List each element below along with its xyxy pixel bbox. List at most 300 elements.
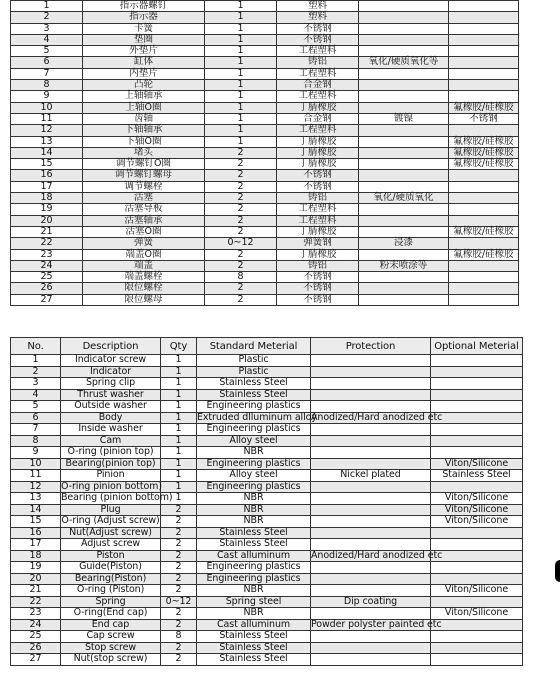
cell-protection <box>359 80 449 91</box>
table-row <box>11 136 519 147</box>
cell-protection <box>359 170 449 181</box>
cell-protection <box>311 481 431 493</box>
cell-standard-material: 丁腈橡胶 <box>277 159 359 170</box>
table-row <box>11 249 519 260</box>
english-table-header-row <box>11 338 523 355</box>
cell-optional-material <box>449 204 519 215</box>
table-row <box>11 596 523 608</box>
cell-protection <box>311 504 431 516</box>
cell-standard-material: 合金钢 <box>277 113 359 124</box>
cell-no: 9 <box>11 91 83 102</box>
cell-optional-material <box>431 435 523 447</box>
cell-protection: Powder polyster painted etc <box>311 618 442 630</box>
table-row <box>11 527 523 539</box>
cell-qty: 1 <box>161 481 197 493</box>
cell-qty: 0~12 <box>161 596 197 608</box>
cell-no: 16 <box>11 170 83 181</box>
cell-standard-material: Engineering plastics <box>197 424 311 436</box>
table-row <box>11 113 519 124</box>
cell-description: O-ring (pinion top) <box>61 447 161 459</box>
cell-qty: 2 <box>205 249 277 260</box>
table-row <box>11 147 519 158</box>
table-row <box>11 102 519 113</box>
cell-standard-material: 塑料 <box>277 12 359 23</box>
cell-optional-material <box>431 619 523 631</box>
table-row <box>11 80 519 91</box>
table-row <box>11 378 523 390</box>
cell-no: 17 <box>11 181 83 192</box>
cell-no: 13 <box>11 136 83 147</box>
cell-protection <box>359 68 449 79</box>
cell-standard-material: 不锈钢 <box>277 294 359 305</box>
cell-standard-material: 不锈钢 <box>277 170 359 181</box>
table-row <box>11 283 519 294</box>
table-row <box>11 516 523 528</box>
cell-standard-material: 丁腈橡胶 <box>277 102 359 113</box>
cell-qty: 1 <box>205 125 277 136</box>
table-row <box>11 389 523 401</box>
cell-description: Bearing(pinion top) <box>61 458 161 470</box>
cell-description: Thrust washer <box>61 389 161 401</box>
cell-standard-material: Engineering plastics <box>197 481 311 493</box>
cell-protection <box>359 147 449 158</box>
table-row <box>11 1 519 12</box>
cell-protection <box>359 1 449 12</box>
cell-protection: Anodized/Hard anodized etc <box>311 411 443 423</box>
table-row <box>11 435 523 447</box>
cell-optional-material <box>431 596 523 608</box>
cell-standard-material: 工程塑料 <box>277 91 359 102</box>
cell-protection <box>311 458 431 470</box>
cell-optional-material <box>449 46 519 57</box>
cell-no: 26 <box>11 283 83 294</box>
cell-qty: 2 <box>161 504 197 516</box>
cell-qty: 1 <box>161 493 197 505</box>
cell-protection <box>359 283 449 294</box>
cell-qty: 1 <box>161 401 197 413</box>
cell-qty: 2 <box>205 170 277 181</box>
cell-standard-material: 合金钢 <box>277 80 359 91</box>
cell-standard-material: 工程塑料 <box>277 125 359 136</box>
cell-qty: 2 <box>205 226 277 237</box>
cell-optional-material <box>449 80 519 91</box>
cell-description: 调节螺钉O圈 <box>83 159 205 170</box>
cell-no: 10 <box>11 458 61 470</box>
cell-no: 1 <box>11 1 83 12</box>
table-row <box>11 125 519 136</box>
cell-qty: 0~12 <box>205 238 277 249</box>
cell-description: 下轴轴承 <box>83 125 205 136</box>
cell-optional-material <box>431 527 523 539</box>
table-row <box>11 654 523 666</box>
cell-optional-material <box>431 412 523 424</box>
cell-optional-material: Viton/Silicone <box>431 585 523 597</box>
cell-description: Inside washer <box>61 424 161 436</box>
cell-qty: 1 <box>161 389 197 401</box>
cell-protection <box>311 562 431 574</box>
cell-optional-material <box>449 215 519 226</box>
cell-qty: 2 <box>205 283 277 294</box>
cell-no: 8 <box>11 435 61 447</box>
cell-description: 内垫片 <box>83 68 205 79</box>
cell-no: 1 <box>11 355 61 367</box>
cell-optional-material <box>449 294 519 305</box>
cell-standard-material: 不锈钢 <box>277 272 359 283</box>
cell-protection <box>311 447 431 459</box>
cell-description: 限位螺母 <box>83 294 205 305</box>
cell-no: 11 <box>11 470 61 482</box>
cell-no: 19 <box>11 562 61 574</box>
table-row <box>11 366 523 378</box>
cell-standard-material: Stainless Steel <box>197 527 311 539</box>
cell-qty: 1 <box>161 447 197 459</box>
english-parts-table <box>10 337 523 666</box>
table-row <box>11 619 523 631</box>
cell-description: Cam <box>61 435 161 447</box>
cell-qty: 2 <box>205 193 277 204</box>
cell-standard-material: 工程塑料 <box>277 215 359 226</box>
table-row <box>11 34 519 45</box>
cell-standard-material: 铸铝 <box>277 193 359 204</box>
cell-qty: 2 <box>161 619 197 631</box>
english-parts-table-body <box>11 355 523 666</box>
cell-no: 6 <box>11 412 61 424</box>
cell-standard-material: 铸铝 <box>277 57 359 68</box>
cell-no: 24 <box>11 260 83 271</box>
cell-description: Stop screw <box>61 642 161 654</box>
cell-description: 限位螺栓 <box>83 283 205 294</box>
table-row <box>11 642 523 654</box>
cell-qty: 2 <box>205 294 277 305</box>
header-optional-material: Optional Meterial <box>431 338 523 355</box>
cell-standard-material: 不锈钢 <box>277 23 359 34</box>
cell-optional-material <box>449 23 519 34</box>
cell-no: 15 <box>11 159 83 170</box>
cell-protection: 粉末喷涂等 <box>359 260 449 271</box>
cell-no: 27 <box>11 294 83 305</box>
cell-optional-material <box>431 401 523 413</box>
table-row <box>11 608 523 620</box>
cell-standard-material: NBR <box>197 493 311 505</box>
cell-optional-material <box>449 68 519 79</box>
cell-qty: 2 <box>205 147 277 158</box>
cell-standard-material: NBR <box>197 516 311 528</box>
cell-standard-material: Stainless Steel <box>197 389 311 401</box>
cell-no: 22 <box>11 596 61 608</box>
table-row <box>11 215 519 226</box>
cell-protection <box>359 159 449 170</box>
table-row <box>11 294 519 305</box>
cell-description: 端盖 <box>83 260 205 271</box>
cell-description: Spring clip <box>61 378 161 390</box>
cell-no: 12 <box>11 481 61 493</box>
cell-no: 18 <box>11 193 83 204</box>
cell-no: 16 <box>11 527 61 539</box>
cell-description: O-ring pinion bottom) <box>61 480 162 492</box>
table-row <box>11 562 523 574</box>
cell-protection <box>359 91 449 102</box>
cell-optional-material <box>431 447 523 459</box>
cell-qty: 1 <box>205 57 277 68</box>
cell-standard-material: NBR <box>197 608 311 620</box>
cell-qty: 2 <box>161 642 197 654</box>
cell-description: 垫圈 <box>83 34 205 45</box>
cell-standard-material: NBR <box>197 447 311 459</box>
cell-no: 23 <box>11 249 83 260</box>
cell-optional-material: Viton/Silicone <box>431 458 523 470</box>
cell-description: Nut(Adjust screw) <box>61 527 161 539</box>
table-row <box>11 481 523 493</box>
cell-protection <box>359 215 449 226</box>
cell-qty: 1 <box>161 458 197 470</box>
table-row <box>11 447 523 459</box>
cell-no: 4 <box>11 389 61 401</box>
cell-optional-material <box>431 654 523 666</box>
cell-qty: 2 <box>161 550 197 562</box>
table-row <box>11 46 519 57</box>
cell-standard-material: NBR <box>197 585 311 597</box>
cell-no: 26 <box>11 642 61 654</box>
cell-no: 11 <box>11 113 83 124</box>
table-row <box>11 458 523 470</box>
cell-optional-material: Viton/Silicone <box>431 516 523 528</box>
table-row <box>11 170 519 181</box>
cell-standard-material: 工程塑料 <box>277 204 359 215</box>
cell-standard-material: 弹簧钢 <box>277 238 359 249</box>
cell-description: 下轴O圈 <box>83 136 205 147</box>
cell-qty: 1 <box>161 412 197 424</box>
cell-no: 21 <box>11 585 61 597</box>
cell-no: 3 <box>11 23 83 34</box>
table-row <box>11 424 523 436</box>
header-description: Description <box>61 338 161 355</box>
cell-optional-material <box>431 481 523 493</box>
cell-qty: 2 <box>161 608 197 620</box>
cell-standard-material: 丁腈橡胶 <box>277 136 359 147</box>
cell-standard-material: Engineering plastics <box>197 562 311 574</box>
table-row <box>11 12 519 23</box>
cell-protection <box>311 424 431 436</box>
cell-qty: 2 <box>161 539 197 551</box>
cell-protection <box>311 654 431 666</box>
cell-optional-material <box>449 91 519 102</box>
cell-standard-material: 丁腈橡胶 <box>277 226 359 237</box>
cell-description: 上轴O圈 <box>83 102 205 113</box>
cell-qty: 1 <box>205 46 277 57</box>
table-row <box>11 573 523 585</box>
cell-description: Nut(stop screw) <box>61 654 161 666</box>
cell-protection <box>311 435 431 447</box>
cell-qty: 1 <box>205 12 277 23</box>
cell-optional-material: Viton/Silicone <box>431 608 523 620</box>
cell-optional-material <box>449 170 519 181</box>
cell-protection <box>359 204 449 215</box>
cell-optional-material <box>431 642 523 654</box>
cell-description: O-ring (Piston) <box>61 585 161 597</box>
cell-description: O-ring(End cap) <box>61 608 161 620</box>
cell-no: 13 <box>11 493 61 505</box>
cell-optional-material <box>449 12 519 23</box>
cell-qty: 1 <box>205 91 277 102</box>
cell-optional-material: Viton/Silicone <box>431 504 523 516</box>
cell-qty: 8 <box>161 631 197 643</box>
cell-optional-material <box>449 57 519 68</box>
cell-standard-material: 不锈钢 <box>277 181 359 192</box>
cell-qty: 2 <box>161 585 197 597</box>
cell-standard-material: 不锈钢 <box>277 34 359 45</box>
cell-standard-material: 丁腈橡胶 <box>277 249 359 260</box>
cell-optional-material <box>431 539 523 551</box>
cell-no: 5 <box>11 401 61 413</box>
cell-description: Bearing (pinion bottom) <box>61 492 173 503</box>
cell-protection: 氧化/硬质氧化等 <box>359 57 449 68</box>
cell-optional-material <box>449 283 519 294</box>
cell-protection: Dip coating <box>311 596 431 608</box>
cell-standard-material: 铸铝 <box>277 260 359 271</box>
cell-qty: 1 <box>205 34 277 45</box>
cell-qty: 1 <box>205 68 277 79</box>
cell-description: Indicator screw <box>61 355 161 367</box>
cell-no: 7 <box>11 68 83 79</box>
table-row <box>11 68 519 79</box>
cell-description: 上轴轴承 <box>83 91 205 102</box>
cell-standard-material: Cast alluminum <box>197 619 311 631</box>
cell-protection: Anodized/Hard anodized etc <box>311 549 443 561</box>
cell-no: 2 <box>11 366 61 378</box>
table-row <box>11 631 523 643</box>
cell-optional-material: 氟橡胶/硅橡胶 <box>449 159 519 170</box>
table-row <box>11 226 519 237</box>
cell-standard-material: Engineering plastics <box>197 401 311 413</box>
cell-protection <box>311 366 431 378</box>
cell-protection: 镀镍 <box>359 113 449 124</box>
cell-no: 27 <box>11 654 61 666</box>
cell-protection <box>359 34 449 45</box>
cell-description: 堵头 <box>83 147 205 158</box>
cell-qty: 1 <box>161 470 197 482</box>
cell-qty: 1 <box>161 424 197 436</box>
cell-no: 4 <box>11 34 83 45</box>
cell-qty: 2 <box>161 516 197 528</box>
cell-optional-material <box>449 272 519 283</box>
cell-optional-material <box>449 193 519 204</box>
cell-description: End cap <box>61 619 161 631</box>
cell-description: Piston <box>61 550 161 562</box>
cell-standard-material: Cast alluminum <box>197 550 311 562</box>
cell-no: 24 <box>11 619 61 631</box>
cell-protection <box>311 642 431 654</box>
chinese-parts-table <box>10 0 519 306</box>
cell-standard-material: Stainless Steel <box>197 378 311 390</box>
table-row <box>11 355 523 367</box>
cell-optional-material: Stainless Steel <box>431 470 523 482</box>
cell-no: 23 <box>11 608 61 620</box>
cell-qty: 1 <box>205 80 277 91</box>
cell-protection <box>359 294 449 305</box>
cell-optional-material <box>449 34 519 45</box>
cell-no: 9 <box>11 447 61 459</box>
cell-optional-material <box>431 378 523 390</box>
cell-standard-material: Engineering plastics <box>197 458 311 470</box>
cell-qty: 1 <box>205 102 277 113</box>
page-edge-tab <box>555 560 560 582</box>
cell-description: 活塞 <box>83 193 205 204</box>
cell-no: 21 <box>11 226 83 237</box>
cell-standard-material: 不锈钢 <box>277 283 359 294</box>
cell-optional-material <box>431 366 523 378</box>
cell-standard-material: 工程塑料 <box>277 68 359 79</box>
cell-description: 齿轴 <box>83 113 205 124</box>
table-row <box>11 539 523 551</box>
cell-optional-material: 氟橡胶/硅橡胶 <box>449 147 519 158</box>
cell-standard-material: Stainless Steel <box>197 654 311 666</box>
cell-standard-material: Stainless Steel <box>197 642 311 654</box>
cell-optional-material <box>431 424 523 436</box>
cell-description: 调节螺钉螺母 <box>83 170 205 181</box>
table-row <box>11 204 519 215</box>
table-row <box>11 401 523 413</box>
table-row <box>11 91 519 102</box>
cell-optional-material: 不锈钢 <box>449 113 519 124</box>
cell-description: 指示器螺钉 <box>83 1 205 12</box>
table-row <box>11 272 519 283</box>
cell-description: 指示器 <box>83 12 205 23</box>
cell-no: 8 <box>11 80 83 91</box>
cell-optional-material: 氟橡胶/硅橡胶 <box>449 136 519 147</box>
cell-qty: 1 <box>205 113 277 124</box>
cell-optional-material <box>449 238 519 249</box>
cell-protection <box>311 355 431 367</box>
cell-optional-material: Viton/Silicone <box>431 493 523 505</box>
cell-qty: 1 <box>205 23 277 34</box>
cell-no: 18 <box>11 550 61 562</box>
table-row <box>11 504 523 516</box>
cell-protection <box>359 125 449 136</box>
cell-qty: 1 <box>161 355 197 367</box>
table-row <box>11 57 519 68</box>
cell-protection <box>311 401 431 413</box>
cell-description: 凸轮 <box>83 80 205 91</box>
table-row <box>11 159 519 170</box>
cell-protection <box>359 181 449 192</box>
cell-no: 25 <box>11 272 83 283</box>
header-qty: Qty <box>161 338 197 355</box>
cell-qty: 2 <box>205 181 277 192</box>
cell-protection <box>311 516 431 528</box>
cell-no: 22 <box>11 238 83 249</box>
cell-protection <box>311 389 431 401</box>
cell-qty: 2 <box>205 159 277 170</box>
cell-qty: 1 <box>161 366 197 378</box>
cell-optional-material <box>449 260 519 271</box>
cell-no: 14 <box>11 147 83 158</box>
table-row <box>11 585 523 597</box>
cell-protection <box>311 539 431 551</box>
cell-standard-material: Extruded dlluminum alloy <box>197 411 317 423</box>
cell-no: 6 <box>11 57 83 68</box>
cell-qty: 2 <box>161 562 197 574</box>
cell-standard-material: Alloy steel <box>197 470 311 482</box>
cell-description: 端盖螺栓 <box>83 272 205 283</box>
cell-description: Pinion <box>61 470 161 482</box>
cell-description: Indicator <box>61 366 161 378</box>
cell-optional-material <box>431 550 523 562</box>
cell-standard-material: Engineering plastics <box>197 573 311 585</box>
cell-description: Spring <box>61 596 161 608</box>
cell-qty: 1 <box>161 435 197 447</box>
cell-no: 19 <box>11 204 83 215</box>
cell-standard-material: 丁腈橡胶 <box>277 147 359 158</box>
